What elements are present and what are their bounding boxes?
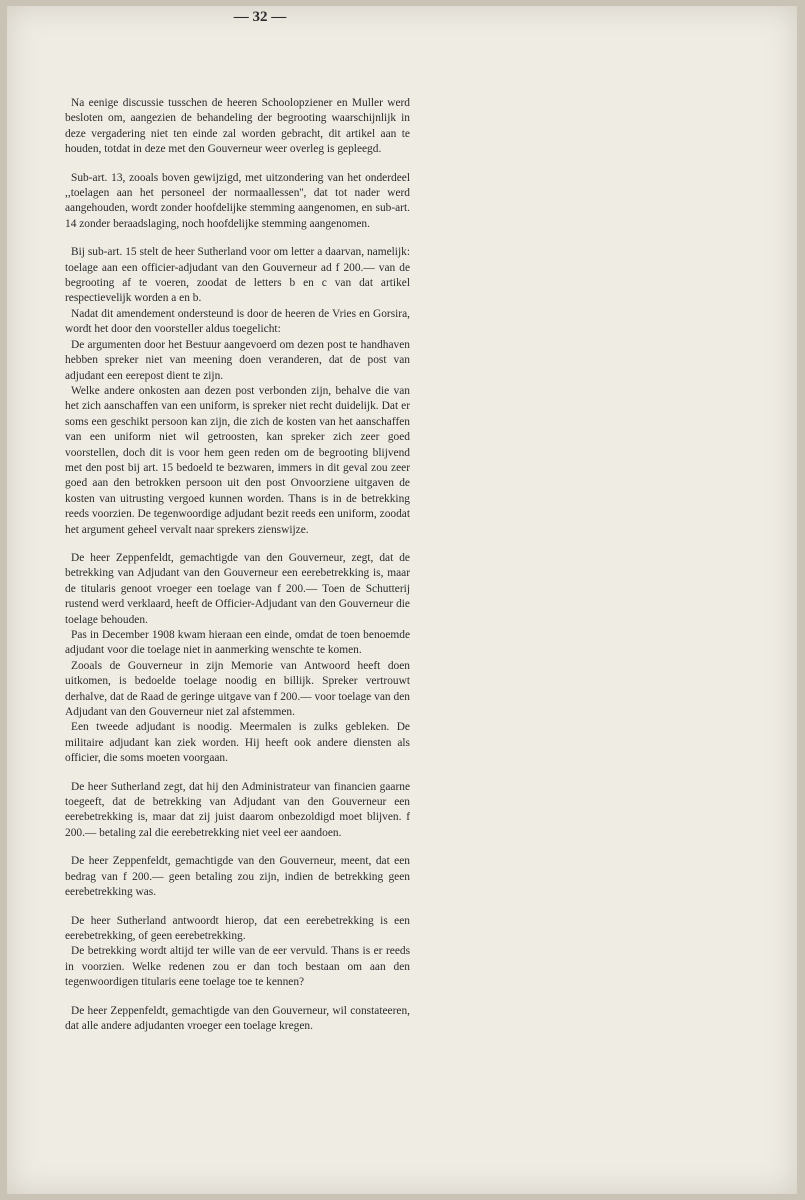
paragraph: Nadat dit amendement ondersteund is door de heeren de Vries en Gorsira, wordt het door den voorsteller aldus toegelicht:	[65, 307, 410, 336]
paragraph: De betrekking wordt altijd ter wille van de eer vervuld. Thans is er reeds in voorzien. Welke redenen zou er dan toch bestaan om aan den tegenwoordigen titularis eene toelage toe te kennen?	[65, 945, 410, 989]
text-column	[65, 9, 410, 1034]
document-page	[7, 6, 797, 1194]
paragraph: De heer Zeppenfeldt, gemachtigde van den Gouverneur, zegt, dat de betrekking van Adjudant van den Gouverneur een eerebetrekking is, maar de titularis genoot vroeger een toelage van f 200.— Toen de Schutterij rustend werd verklaard, heeft de Officier-Adjudant van den Gouverneur die toelage behouden.	[65, 551, 410, 626]
paragraph: De heer Zeppenfeldt, gemachtigde van den Gouverneur, meent, dat een bedrag van f 200.— geen betaling zou zijn, indien de betrekking geen eerebetrekking was.	[65, 855, 410, 899]
paragraph: De argumenten door het Bestuur aangevoerd om dezen post te handhaven hebben spreker niet van meening doen veranderen, dat de post van adjudant een eerepost dient te zijn.	[65, 338, 410, 382]
paragraph: Welke andere onkosten aan dezen post verbonden zijn, behalve die van het zich aanschaffen van een uniform, is spreker niet recht duidelijk. Dat er soms een geschikt persoon kan zijn, die zich de kosten van het aanschaffen van een uniform niet wil getroosten, kan spreker zich zeer goed voorstellen, doch dit is voor hem geen reden om de begrooting blijvend met den post bij art. 15 bedoeld te bezwaren, immers in dit geval zou zeer goed aan den betrokken persoon uit den post Onvoorziene uitgaven de kosten van uitrusting vergoed kunnen worden. Thans is in de betrekking reeds voorzien. De tegenwoordige adjudant bezit reeds een uniform, zoodat het argument geheel vervalt naar sprekers zienswijze.	[65, 384, 410, 536]
paragraph: Na eenige discussie tusschen de heeren Schoolopziener en Muller werd besloten om, aangezien de behandeling der begrooting waarschijnlijk in deze vergadering niet ten einde zal worden gebracht, dit artikel aan te houden, totdat in deze met den Gouverneur weer overleg is gepleegd.	[65, 97, 410, 156]
paragraph: Een tweede adjudant is noodig. Meermalen is zulks gebleken. De militaire adjudant kan ziek worden. Hij heeft ook andere diensten als officier, die soms moeten voorgaan.	[65, 721, 410, 765]
paragraph: Sub-art. 13, zooals boven gewijzigd, met uitzondering van het onderdeel ,,toelagen aan het personeel der normaallessen'', dat tot nader werd aangehouden, wordt zonder hoofdelijke stemming aangenomen, en sub-art. 14 zonder beraadslaging, noch hoofdelijke stemming aangenomen.	[65, 171, 410, 230]
paragraph: De heer Sutherland antwoordt hierop, dat een eerebetrekking is een eerebetrekking, of geen eerebetrekking.	[65, 914, 410, 942]
page-number: — 32 —	[233, 9, 287, 25]
paragraph: De heer Zeppenfeldt, gemachtigde van den Gouverneur, wil constateeren, dat alle andere adjudanten vroeger een toelage kregen.	[65, 1004, 410, 1032]
paragraph: De heer Sutherland zegt, dat hij den Administrateur van financien gaarne toegeeft, dat de betrekking van Adjudant van den Gouverneur een eerebetrekking is, maar dat zij juist daarom onbezoldigd moet blijven. f 200.— betaling zal die eerebetrekking niet veel eer aandoen.	[65, 780, 410, 839]
paragraph: Bij sub-art. 15 stelt de heer Sutherland voor om letter a daarvan, namelijk: toelage aan een officier-adjudant van den Gouverneur ad f 200.— van de begrooting af te voeren, zoodat de letters b en c van dat artikel respectievelijk worden a en b.	[65, 246, 410, 305]
paragraph: Pas in December 1908 kwam hieraan een einde, omdat de toen benoemde adjudant voor die toelage niet in aanmerking wenschte te komen.	[65, 629, 410, 657]
paragraph: Zooals de Gouverneur in zijn Memorie van Antwoord heeft doen uitkomen, is bedoelde toelage noodig en billijk. Spreker vertrouwt derhalve, dat de Raad de geringe uitgave van f 200.— voor toelage van den Adjudant van den Gouverneur niet zal afstemmen.	[65, 659, 410, 719]
